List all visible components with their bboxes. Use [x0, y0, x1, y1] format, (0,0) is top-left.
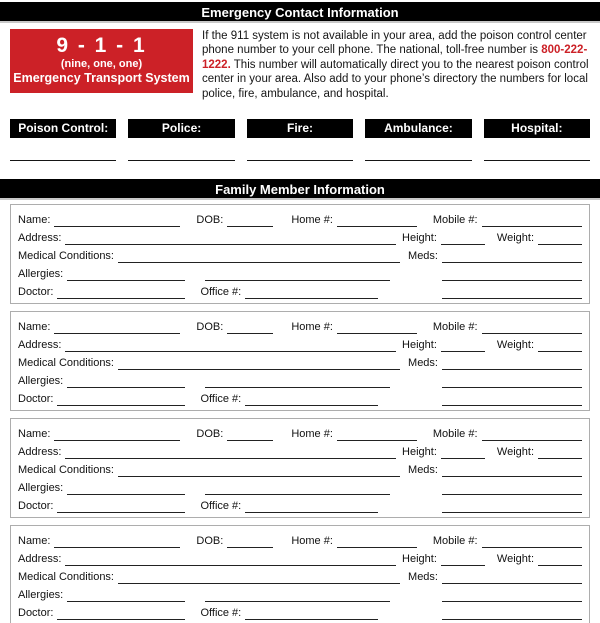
section-header-emergency-title: Emergency Contact Information: [201, 5, 399, 20]
meds-field-line-3[interactable]: [442, 393, 582, 406]
dob-field-line[interactable]: [227, 535, 273, 548]
office-number-label: Office #:: [200, 607, 242, 620]
address-field-line[interactable]: [65, 446, 396, 459]
home-number-field-line[interactable]: [337, 321, 417, 334]
family-row-allergies: [18, 477, 582, 495]
office-number-label: Office #:: [200, 286, 242, 299]
badge-subtitle: (nine, one, one): [60, 58, 143, 70]
meds-field-line-3[interactable]: [442, 607, 582, 620]
weight-field-line[interactable]: [538, 553, 582, 566]
family-row-address: [18, 441, 582, 459]
doctor-field-line[interactable]: [57, 286, 185, 299]
doctor-field-line[interactable]: [57, 607, 185, 620]
medical-conditions-field-line[interactable]: [118, 464, 400, 477]
meds-field-line-3[interactable]: [442, 500, 582, 513]
family-row-doctor: [18, 602, 582, 620]
name-field-line[interactable]: [54, 428, 180, 441]
name-field-line[interactable]: [54, 535, 180, 548]
family-row-medical: [18, 352, 582, 370]
meds-field-line[interactable]: [442, 464, 582, 477]
family-row-allergies: [18, 584, 582, 602]
home-number-field-line[interactable]: [337, 428, 417, 441]
dob-field-line[interactable]: [227, 428, 273, 441]
family-row-allergies: [18, 370, 582, 388]
contact-phone-line-fire[interactable]: [247, 160, 353, 161]
contact-label-ambulance: Ambulance:: [365, 119, 471, 138]
meds-label: Meds:: [408, 250, 438, 263]
weight-field-line[interactable]: [538, 232, 582, 245]
doctor-label: Doctor:: [18, 607, 54, 620]
medical-conditions-label: Medical Conditions:: [18, 250, 114, 263]
weight-label: Weight:: [496, 553, 534, 566]
name-label: Name:: [18, 428, 51, 441]
contact-phone-line-hospital[interactable]: [484, 160, 590, 161]
medical-conditions-field-line[interactable]: [118, 357, 400, 370]
contact-phone-line-ambulance[interactable]: [365, 160, 471, 161]
allergies-field-line-2[interactable]: [205, 589, 390, 602]
allergies-field-line[interactable]: [67, 589, 185, 602]
badge-911-number: 9 - 1 - 1: [56, 34, 147, 57]
page: [0, 2, 600, 623]
meds-label: Meds:: [408, 464, 438, 477]
mobile-number-label: Mobile #:: [432, 535, 478, 548]
family-member-block: [10, 204, 590, 304]
family-row-name: [18, 423, 582, 441]
meds-label: Meds:: [408, 571, 438, 584]
mobile-number-field-line[interactable]: [482, 321, 582, 334]
weight-label: Weight:: [496, 339, 534, 352]
family-member-block: [10, 311, 590, 411]
weight-field-line[interactable]: [538, 446, 582, 459]
mobile-number-field-line[interactable]: [482, 535, 582, 548]
meds-field-line-2[interactable]: [442, 268, 582, 281]
emergency-contact-lines-row: [10, 138, 590, 161]
family-row-name: [18, 209, 582, 227]
address-field-line[interactable]: [65, 339, 396, 352]
doctor-label: Doctor:: [18, 500, 54, 513]
medical-conditions-field-line[interactable]: [118, 571, 400, 584]
doctor-label: Doctor:: [18, 286, 54, 299]
allergies-field-line-2[interactable]: [205, 268, 390, 281]
badge-caption: Emergency Transport System: [13, 71, 190, 85]
doctor-field-line[interactable]: [57, 393, 185, 406]
dob-label: DOB:: [196, 214, 224, 227]
allergies-field-line[interactable]: [67, 482, 185, 495]
meds-field-line-2[interactable]: [442, 482, 582, 495]
allergies-field-line-2[interactable]: [205, 375, 390, 388]
meds-field-line-2[interactable]: [442, 589, 582, 602]
meds-field-line-2[interactable]: [442, 375, 582, 388]
contact-phone-line-police[interactable]: [128, 160, 234, 161]
office-number-label: Office #:: [200, 393, 242, 406]
meds-field-line[interactable]: [442, 357, 582, 370]
mobile-number-label: Mobile #:: [432, 428, 478, 441]
instructions-text-after: This number will automatically direct you to the nearest poison control center in your area. Also add to your phone’s directory the numbers for local police, fire, ambulance, and hospital.: [202, 58, 589, 100]
instructions-text-before: If the 911 system is not available in your area, add the poison control center phone number to your cell phone. The national, toll-free number is: [202, 30, 587, 57]
contact-label-poison-control: Poison Control:: [10, 119, 116, 138]
mobile-number-field-line[interactable]: [482, 428, 582, 441]
name-field-line[interactable]: [54, 214, 180, 227]
office-number-field-line[interactable]: [245, 286, 378, 299]
family-row-name: [18, 530, 582, 548]
family-row-medical: [18, 245, 582, 263]
family-row-medical: [18, 459, 582, 477]
weight-label: Weight:: [496, 446, 534, 459]
dob-field-line[interactable]: [227, 321, 273, 334]
dob-label: DOB:: [196, 535, 224, 548]
section-header-emergency: [0, 2, 600, 23]
height-label: Height:: [402, 553, 437, 566]
address-label: Address:: [18, 232, 62, 245]
office-number-field-line[interactable]: [245, 607, 378, 620]
name-field-line[interactable]: [54, 321, 180, 334]
dob-label: DOB:: [196, 321, 224, 334]
allergies-label: Allergies:: [18, 482, 64, 495]
mobile-number-field-line[interactable]: [482, 214, 582, 227]
mobile-number-label: Mobile #:: [432, 214, 478, 227]
meds-field-line-3[interactable]: [442, 286, 582, 299]
address-field-line[interactable]: [65, 232, 396, 245]
emergency-info-row: [10, 29, 590, 101]
height-field-line[interactable]: [441, 232, 485, 245]
meds-field-line[interactable]: [442, 571, 582, 584]
home-number-field-line[interactable]: [337, 214, 417, 227]
allergies-label: Allergies:: [18, 268, 64, 281]
family-row-doctor: [18, 281, 582, 299]
family-row-name: [18, 316, 582, 334]
family-row-doctor: [18, 495, 582, 513]
section-header-family: [0, 179, 600, 200]
family-member-block: [10, 525, 590, 623]
address-label: Address:: [18, 553, 62, 566]
height-field-line[interactable]: [441, 446, 485, 459]
family-blocks-container: [0, 204, 600, 623]
address-field-line[interactable]: [65, 553, 396, 566]
allergies-label: Allergies:: [18, 589, 64, 602]
contact-label-fire: Fire:: [247, 119, 353, 138]
office-number-label: Office #:: [200, 500, 242, 513]
dob-field-line[interactable]: [227, 214, 273, 227]
home-number-field-line[interactable]: [337, 535, 417, 548]
doctor-field-line[interactable]: [57, 500, 185, 513]
allergies-field-line[interactable]: [67, 375, 185, 388]
allergies-label: Allergies:: [18, 375, 64, 388]
poison-control-instructions: [202, 29, 590, 101]
contact-phone-line-poison-control[interactable]: [10, 160, 116, 161]
contact-label-hospital: Hospital:: [484, 119, 590, 138]
height-label: Height:: [402, 232, 437, 245]
home-number-label: Home #:: [291, 428, 333, 441]
allergies-field-line[interactable]: [67, 268, 185, 281]
allergies-field-line-2[interactable]: [205, 482, 390, 495]
name-label: Name:: [18, 535, 51, 548]
home-number-label: Home #:: [291, 321, 333, 334]
medical-conditions-label: Medical Conditions:: [18, 464, 114, 477]
medical-conditions-label: Medical Conditions:: [18, 571, 114, 584]
weight-field-line[interactable]: [538, 339, 582, 352]
section-header-family-title: Family Member Information: [215, 182, 385, 198]
meds-label: Meds:: [408, 357, 438, 370]
height-field-line[interactable]: [441, 553, 485, 566]
office-number-field-line[interactable]: [245, 500, 378, 513]
meds-field-line[interactable]: [442, 250, 582, 263]
emergency-contacts-row: [10, 119, 590, 138]
family-row-address: [18, 334, 582, 352]
medical-conditions-field-line[interactable]: [118, 250, 400, 263]
poison-control-phone-number: 800-222-1222.: [202, 44, 588, 71]
office-number-field-line[interactable]: [245, 393, 378, 406]
height-label: Height:: [402, 339, 437, 352]
doctor-label: Doctor:: [18, 393, 54, 406]
medical-conditions-label: Medical Conditions:: [18, 357, 114, 370]
family-row-address: [18, 548, 582, 566]
address-label: Address:: [18, 446, 62, 459]
family-row-doctor: [18, 388, 582, 406]
name-label: Name:: [18, 214, 51, 227]
home-number-label: Home #:: [291, 214, 333, 227]
mobile-number-label: Mobile #:: [432, 321, 478, 334]
height-field-line[interactable]: [441, 339, 485, 352]
name-label: Name:: [18, 321, 51, 334]
family-row-allergies: [18, 263, 582, 281]
weight-label: Weight:: [496, 232, 534, 245]
contact-label-police: Police:: [128, 119, 234, 138]
emergency-911-badge: [10, 29, 193, 93]
family-row-address: [18, 227, 582, 245]
family-member-block: [10, 418, 590, 518]
height-label: Height:: [402, 446, 437, 459]
home-number-label: Home #:: [291, 535, 333, 548]
family-row-medical: [18, 566, 582, 584]
dob-label: DOB:: [196, 428, 224, 441]
address-label: Address:: [18, 339, 62, 352]
